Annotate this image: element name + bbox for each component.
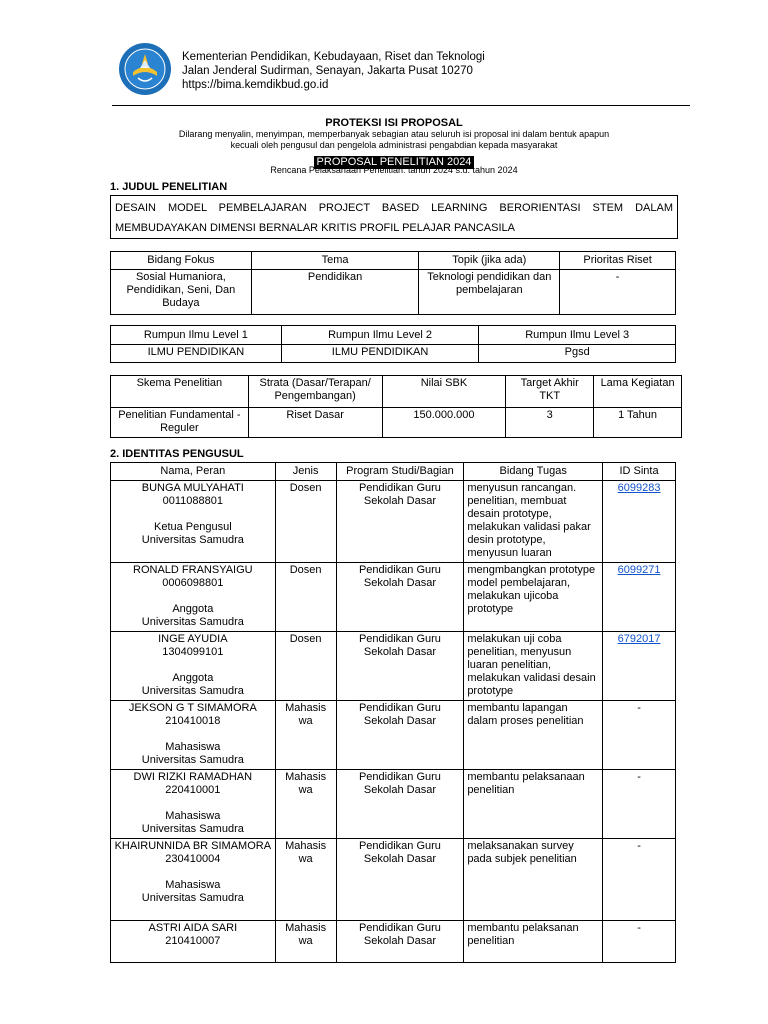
proposer-program: Pendidikan Guru Sekolah Dasar bbox=[336, 701, 464, 770]
table-header: Lama Kegiatan bbox=[594, 376, 682, 408]
proposer-type: Mahasis wa bbox=[275, 701, 336, 770]
protection-line-1: Dilarang menyalin, menyimpan, memperbanyak sebagian atau seluruh isi proposal ini dalam bentuk apapun bbox=[178, 129, 610, 139]
table-cell: - bbox=[560, 270, 676, 315]
proposer-name: BUNGA MULYAHATI bbox=[141, 482, 244, 494]
proposer-id: 0011088801 bbox=[162, 495, 223, 507]
rumpun-table bbox=[110, 325, 676, 363]
proposer-type: Mahasis wa bbox=[275, 839, 336, 921]
spacer bbox=[114, 659, 272, 672]
focus-table bbox=[110, 251, 676, 315]
table-cell: Pendidikan bbox=[251, 270, 419, 315]
proposer-role: Anggota bbox=[172, 603, 214, 615]
table-cell: Teknologi pendidikan dan pembelajaran bbox=[419, 270, 560, 315]
proposer-type: Dosen bbox=[275, 632, 336, 701]
proposer-id: 1304099101 bbox=[162, 646, 224, 658]
table-cell: Sosial Humaniora, Pendidikan, Seni, Dan Budaya bbox=[111, 270, 252, 315]
table-header: Program Studi/Bagian bbox=[336, 463, 464, 481]
plan-period: Rencana Pelaksanaan Penelitian: tahun 2024 s.d. tahun 2024 bbox=[270, 165, 518, 175]
proposer-task: mengmbangkan prototype model pembelajaran, melakukan ujicoba prototype bbox=[464, 563, 603, 632]
proposer-task: membantu pelaksanaan penelitian bbox=[464, 770, 603, 839]
spacer bbox=[114, 508, 272, 521]
sinta-id: - bbox=[637, 702, 641, 714]
proposer-task: melaksanakan survey pada subjek penelitian bbox=[464, 839, 603, 921]
sinta-cell bbox=[603, 770, 676, 839]
research-title-box: DESAIN MODEL PEMBELAJARAN PROJECT BASED LEARNING BERORIENTASI STEM DALAM MEMBUDAYAKAN DIMENSI BERNALAR KRITIS PROFIL PELAJAR PANCASILA bbox=[110, 195, 678, 239]
proposer-table bbox=[110, 462, 676, 963]
proposer-id: 0006098801 bbox=[162, 577, 224, 589]
proposer-university: Universitas Samudra bbox=[141, 754, 244, 766]
table-header: Rumpun Ilmu Level 2 bbox=[281, 326, 479, 345]
proposer-program: Pendidikan Guru Sekolah Dasar bbox=[336, 921, 464, 963]
proposer-task: membantu pelaksanan penelitian bbox=[464, 921, 603, 963]
proposer-id: 210410007 bbox=[165, 935, 221, 947]
sinta-cell bbox=[603, 839, 676, 921]
proposer-university: Universitas Samudra bbox=[141, 616, 244, 628]
proposer-name-cell bbox=[111, 481, 276, 563]
table-header: Skema Penelitian bbox=[111, 376, 249, 408]
proposer-name-cell bbox=[111, 632, 276, 701]
letterhead-text bbox=[182, 50, 485, 92]
table-cell: ILMU PENDIDIKAN bbox=[281, 345, 479, 363]
sinta-id: - bbox=[637, 922, 641, 934]
proposer-type: Mahasis wa bbox=[275, 921, 336, 963]
table-row bbox=[111, 632, 676, 701]
proposer-id: 210410018 bbox=[165, 715, 221, 727]
proposer-type: Mahasis wa bbox=[275, 770, 336, 839]
proposer-role: Mahasiswa bbox=[165, 741, 221, 753]
table-row bbox=[111, 839, 676, 921]
proposer-task: melakukan uji coba penelitian, menyusun luaran penelitian, melakukan validasi desain prototype bbox=[464, 632, 603, 701]
proposer-name-cell bbox=[111, 839, 276, 921]
table-cell: Penelitian Fundamental - Reguler bbox=[111, 408, 249, 438]
proposer-type: Dosen bbox=[275, 481, 336, 563]
sinta-id: - bbox=[637, 771, 641, 783]
spacer bbox=[114, 590, 272, 603]
proposer-task: menyusun rancangan. penelitian, membuat desain prototype, melakukan validasi pakar desin prototype, menyusun luaran bbox=[464, 481, 603, 563]
section-1-heading: 1. JUDUL PENELITIAN bbox=[110, 181, 228, 193]
protection-notice bbox=[110, 129, 678, 151]
table-row bbox=[111, 481, 676, 563]
proposer-program: Pendidikan Guru Sekolah Dasar bbox=[336, 839, 464, 921]
proposer-type: Dosen bbox=[275, 563, 336, 632]
table-header: Jenis bbox=[275, 463, 336, 481]
proposer-university: Universitas Samudra bbox=[141, 534, 244, 546]
sinta-id-link[interactable]: 6792017 bbox=[617, 633, 661, 645]
proposer-name: INGE AYUDIA bbox=[158, 633, 228, 645]
protection-line-2: kecuali oleh pengusul dan pengelola administrasi pengabdian kepada masyarakat bbox=[230, 140, 558, 150]
proposer-program: Pendidikan Guru Sekolah Dasar bbox=[336, 563, 464, 632]
table-header: Bidang Tugas bbox=[464, 463, 603, 481]
table-cell: ILMU PENDIDIKAN bbox=[111, 345, 282, 363]
spacer bbox=[114, 866, 272, 879]
proposer-program: Pendidikan Guru Sekolah Dasar bbox=[336, 632, 464, 701]
proposer-role: Anggota bbox=[172, 672, 214, 684]
proposer-id: 230410004 bbox=[165, 853, 221, 865]
proposer-name-cell bbox=[111, 563, 276, 632]
proposer-role: Ketua Pengusul bbox=[153, 521, 232, 533]
proposer-name: RONALD FRANSYAIGU bbox=[133, 564, 253, 576]
proposer-name-cell bbox=[111, 770, 276, 839]
skema-table bbox=[110, 375, 682, 438]
ministry-name: Kementerian Pendidikan, Kebudayaan, Riset dan Teknologi bbox=[182, 51, 485, 63]
table-cell: 1 Tahun bbox=[594, 408, 682, 438]
table-header: Tema bbox=[251, 252, 419, 270]
sinta-id: - bbox=[637, 840, 641, 852]
table-row bbox=[111, 921, 676, 963]
table-header: Rumpun Ilmu Level 3 bbox=[479, 326, 676, 345]
sinta-cell bbox=[603, 921, 676, 963]
ministry-logo-icon bbox=[118, 42, 172, 96]
proposer-name: DWI RIZKI RAMADHAN bbox=[133, 771, 253, 783]
proposer-university: Universitas Samudra bbox=[141, 685, 244, 697]
sinta-id-link[interactable]: 6099271 bbox=[617, 564, 661, 576]
table-header: ID Sinta bbox=[603, 463, 676, 481]
table-row bbox=[111, 563, 676, 632]
proposer-role: Mahasiswa bbox=[165, 810, 221, 822]
proposer-name-cell bbox=[111, 701, 276, 770]
table-row bbox=[111, 701, 676, 770]
table-cell: Riset Dasar bbox=[248, 408, 382, 438]
table-header: Rumpun Ilmu Level 1 bbox=[111, 326, 282, 345]
sinta-cell bbox=[603, 563, 676, 632]
table-header: Nilai SBK bbox=[382, 376, 506, 408]
sinta-cell bbox=[603, 701, 676, 770]
table-header: Target Akhir TKT bbox=[506, 376, 594, 408]
table-header: Nama, Peran bbox=[111, 463, 276, 481]
proposer-name-cell bbox=[111, 921, 276, 963]
proposer-name: ASTRI AIDA SARI bbox=[148, 922, 238, 934]
spacer bbox=[114, 797, 272, 810]
table-header: Topik (jika ada) bbox=[419, 252, 560, 270]
spacer bbox=[114, 728, 272, 741]
proposal-banner: PROPOSAL PENELITIAN 2024 bbox=[314, 156, 475, 169]
sinta-id-link[interactable]: 6099283 bbox=[617, 482, 661, 494]
proposer-task: membantu lapangan dalam proses penelitian bbox=[464, 701, 603, 770]
table-header: Strata (Dasar/Terapan/ Pengembangan) bbox=[248, 376, 382, 408]
letterhead bbox=[114, 42, 694, 106]
table-header: Bidang Fokus bbox=[111, 252, 252, 270]
table-row bbox=[111, 770, 676, 839]
table-cell: 3 bbox=[506, 408, 594, 438]
sinta-cell bbox=[603, 632, 676, 701]
ministry-url[interactable]: https://bima.kemdikbud.go.id bbox=[182, 79, 329, 91]
table-cell: Pgsd bbox=[479, 345, 676, 363]
sinta-cell bbox=[603, 481, 676, 563]
protection-title: PROTEKSI ISI PROPOSAL bbox=[325, 117, 463, 129]
proposer-program: Pendidikan Guru Sekolah Dasar bbox=[336, 770, 464, 839]
section-2-heading: 2. IDENTITAS PENGUSUL bbox=[110, 448, 244, 460]
ministry-address: Jalan Jenderal Sudirman, Senayan, Jakarta Pusat 10270 bbox=[182, 65, 473, 77]
table-header: Prioritas Riset bbox=[560, 252, 676, 270]
header-divider bbox=[112, 105, 690, 106]
proposer-program: Pendidikan Guru Sekolah Dasar bbox=[336, 481, 464, 563]
proposer-university: Universitas Samudra bbox=[141, 892, 244, 904]
proposer-university: Universitas Samudra bbox=[141, 823, 244, 835]
table-cell: 150.000.000 bbox=[382, 408, 506, 438]
proposer-name: JEKSON G T SIMAMORA bbox=[128, 702, 257, 714]
proposer-name: KHAIRUNNIDA BR SIMAMORA bbox=[114, 840, 272, 852]
proposer-id: 220410001 bbox=[165, 784, 221, 796]
proposer-role: Mahasiswa bbox=[165, 879, 221, 891]
